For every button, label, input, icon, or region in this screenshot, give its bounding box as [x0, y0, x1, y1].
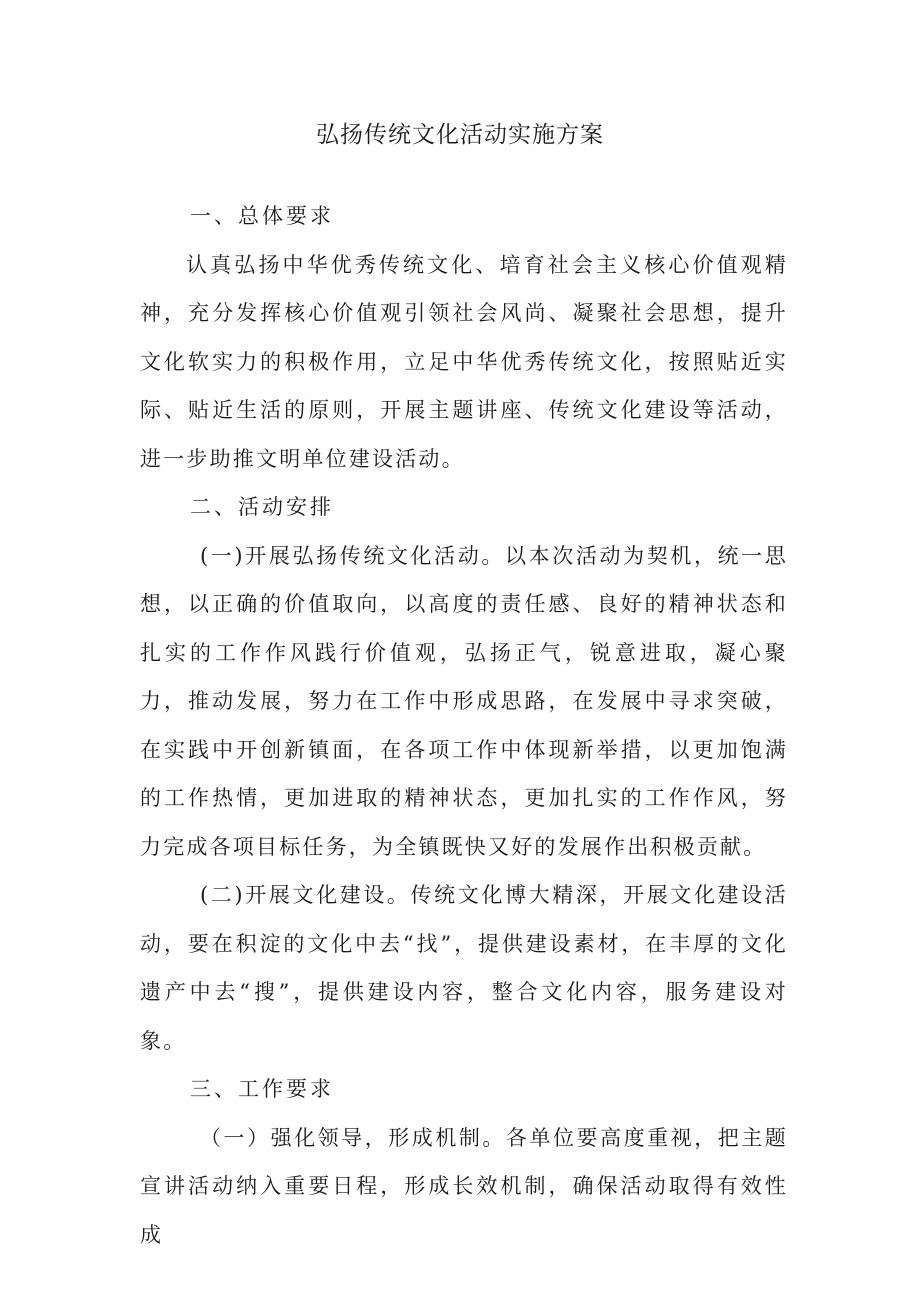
section-paragraph: (二)开展文化建设。传统文化博大精深，开展文化建设活动，要在积淀的文化中去“找”，提供建设素材，在丰厚的文化遗产中去“搜”，提供建设内容，整合文化内容，服务建设对象。: [140, 883, 788, 1053]
document-body: [140, 192, 788, 1259]
section-heading: 三、工作要求: [190, 1077, 334, 1101]
section-heading: 一、总体要求: [190, 204, 334, 228]
section-paragraph: （一）强化领导，形成机制。各单位要高度重视，把主题宣讲活动纳入重要日程，形成长效机制，确保活动取得有效性成: [140, 1125, 788, 1247]
section-heading: 二、活动安排: [190, 495, 334, 519]
section-paragraph: 认真弘扬中华优秀传统文化、培育社会主义核心价值观精神，充分发挥核心价值观引领社会风尚、凝聚社会思想，提升文化软实力的积极作用，立足中华优秀传统文化，按照贴近实际、贴近生活的原则，开展主题讲座、传统文化建设等活动，进一步助推文明单位建设活动。: [140, 252, 788, 471]
document-title: 弘扬传统文化活动实施方案: [316, 122, 604, 148]
section-paragraph: (一)开展弘扬传统文化活动。以本次活动为契机，统一思想，以正确的价值取向，以高度的责任感、良好的精神状态和扎实的工作作风践行价值观，弘扬正气，锐意进取，凝心聚力，推动发展，努力在工作中形成思路，在发展中寻求突破，在实践中开创新镇面，在各项工作中体现新举措，以更加饱满的工作热情，更加进取的精神状态，更加扎实的工作作风，努力完成各项目标任务，为全镇既快又好的发展作出积极贡献。: [140, 543, 788, 859]
